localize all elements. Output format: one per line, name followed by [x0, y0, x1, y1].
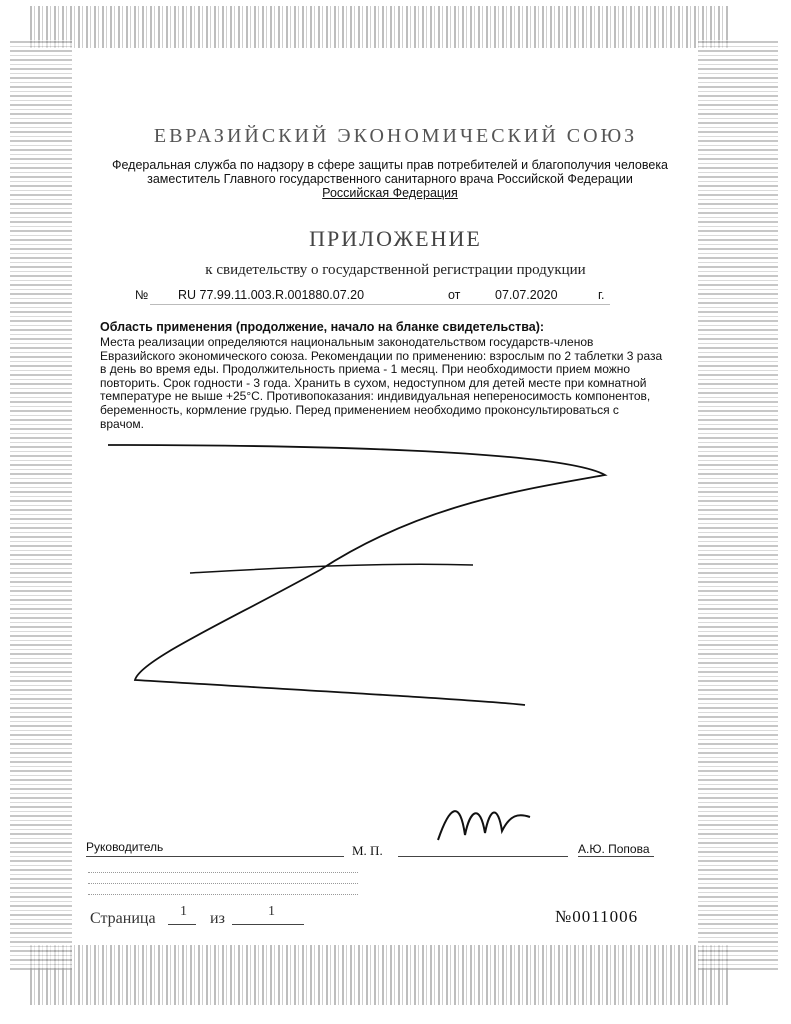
application-text: Места реализации определяются национальным законодательством государств-членов Евразийского экономического союза. Рекомендации по применению: взрослым по 2 таблетки 3 раза в день во время еды. Продолжительность приема - 1 месяц. При необходимости прием можно повторить. Срок годности - 3 года. Хранить в сухом, недоступном для детей месте при комнатной температуре не выше +25°C. Противопоказания: индивидуальная непереносимость компонентов, беременность, кормление грудью. Перед применением необходимо проконсультироваться с врачом. [100, 335, 663, 431]
page-label: Страница [90, 910, 156, 927]
certificate-date: 07.07.2020 [495, 288, 558, 302]
union-title: ЕВРАЗИЙСКИЙ ЭКОНОМИЧЕСКИЙ СОЮЗ [153, 125, 638, 147]
number-label: № [135, 288, 149, 302]
appendix-subtitle: к свидетельству о государственной регистрации продукции [205, 262, 586, 278]
serial-number: №0011006 [555, 907, 639, 926]
page-number: 1 [180, 904, 187, 919]
section-heading: Область применения (продолжение, начало на бланке свидетельства): [100, 320, 545, 334]
name-underline [578, 856, 654, 857]
of-label: из [210, 910, 225, 927]
date-label: от [448, 288, 461, 302]
total-pages-underline [232, 924, 304, 925]
agency-line-3: Российская Федерация [322, 186, 458, 200]
role-underline [86, 856, 344, 857]
agency-line-1: Федеральная служба по надзору в сфере защиты прав потребителей и благополучия человека [111, 158, 669, 172]
appendix-title: ПРИЛОЖЕНИЕ [309, 226, 482, 251]
page-number-underline [168, 924, 196, 925]
agency-line-2: заместитель Главного государственного санитарного врача Российской Федерации [147, 172, 633, 186]
footnote-scan-noise [88, 862, 358, 895]
certificate-number: RU 77.99.11.003.R.001880.07.20 [178, 288, 365, 302]
role-label: Руководитель [86, 840, 164, 854]
signature-underline [398, 856, 568, 857]
signatory-name: А.Ю. Попова [578, 842, 650, 856]
stamp-label: М. П. [352, 843, 383, 858]
signature-mark [430, 795, 540, 855]
year-suffix: г. [598, 288, 605, 302]
total-pages: 1 [268, 904, 275, 919]
